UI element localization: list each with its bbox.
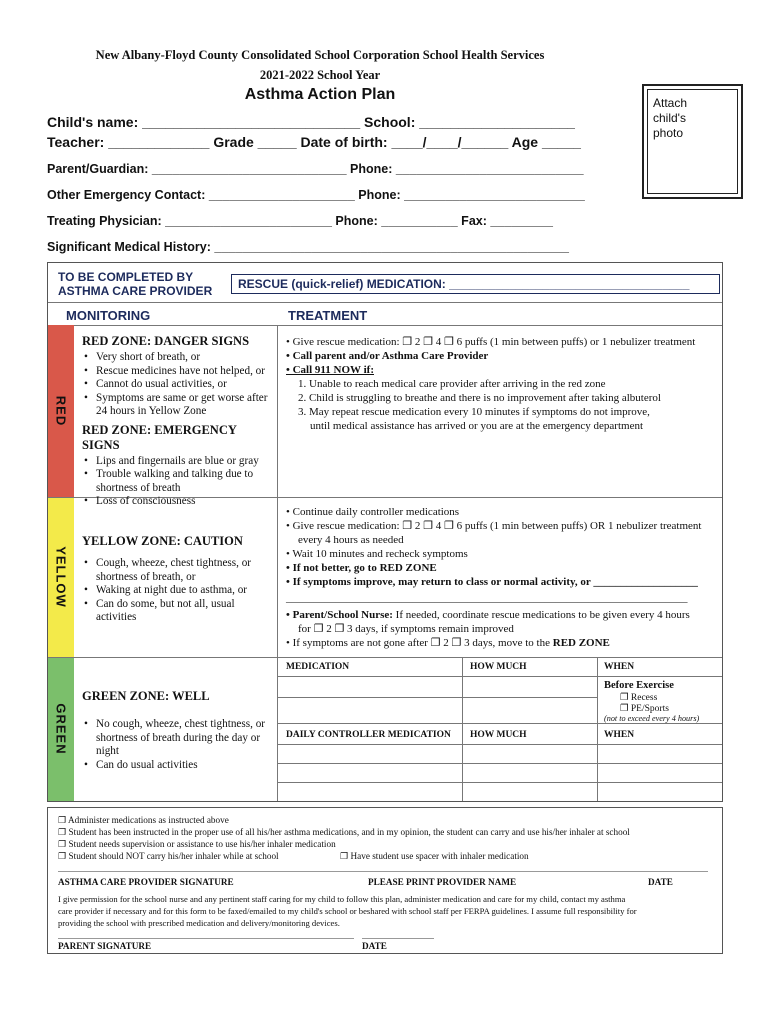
yellow-zone-bar <box>48 497 74 657</box>
red-treatment-6: 3. May repeat rescue medication every 10 minutes if symptoms do not improve, <box>298 406 650 418</box>
yellow-treatment-3: every 4 hours as needed <box>298 534 404 546</box>
yellow-treatment-6: • If symptoms improve, may return to class or normal activity, or ___________________ <box>286 576 698 588</box>
red-emergency-title: RED ZONE: EMERGENCY SIGNS <box>82 422 237 452</box>
table-divider <box>462 657 463 801</box>
table-row-line <box>277 763 722 764</box>
list-item: • Cough, wheeze, chest tightness, or shortness of breath, or <box>96 557 272 584</box>
red-treatment-3: • Call 911 NOW if: <box>286 364 374 376</box>
parent-date-line <box>362 938 434 939</box>
list-item: • Can do usual activities <box>96 759 272 773</box>
parent-signature-line <box>58 938 354 939</box>
col-how-much-2: HOW MUCH <box>470 730 527 740</box>
yellow-treatment-10 <box>286 636 610 650</box>
list-item: • Trouble walking and talking due to shortness of breath <box>96 468 272 495</box>
check-supervision[interactable]: ❐ Student needs supervision or assistance to use his/her inhaler medication <box>58 839 336 849</box>
yellow-title: YELLOW ZONE: CAUTION <box>82 534 243 548</box>
photo-label-2: child's <box>653 111 686 125</box>
green-monitoring <box>82 689 272 772</box>
yellow-treatment-line: _________________________________________________________________________ <box>286 592 688 604</box>
provider-name-label: PLEASE PRINT PROVIDER NAME <box>368 877 517 887</box>
divider <box>48 657 722 658</box>
check-administer[interactable]: ❐ Administer medications as instructed above <box>58 815 229 825</box>
green-title: GREEN ZONE: WELL <box>82 689 210 703</box>
monitoring-header: MONITORING <box>66 308 151 323</box>
table-row-line <box>277 723 722 724</box>
yellow-monitoring <box>82 534 272 625</box>
recess-checkbox[interactable]: ❐ Recess <box>620 693 658 703</box>
org-name: New Albany-Floyd County Consolidated School Corporation School Health Services <box>95 48 545 62</box>
list-item: • Symptoms are same or get worse after 24 hours in Yellow Zone <box>96 392 272 419</box>
table-divider <box>597 657 598 801</box>
yellow-treatment-4: • Wait 10 minutes and recheck symptoms <box>286 548 468 560</box>
red-danger-title: RED ZONE: DANGER SIGNS <box>82 334 250 348</box>
signature-line <box>58 871 708 872</box>
red-treatment-5: 2. Child is struggling to breathe and there is no improvement after taking albuterol <box>298 392 661 404</box>
table-row-line <box>277 744 722 745</box>
photo-label-1: Attach <box>653 96 688 110</box>
red-zone-label: RED <box>53 395 69 427</box>
col-when-2: WHEN <box>604 730 635 740</box>
provider-note <box>58 270 212 298</box>
yellow-zone-label: YELLOW <box>53 546 69 608</box>
permission-line-3: providing the school with prescribed medication and delivery/monitoring devices. <box>58 918 340 928</box>
provider-note-line2: ASTHMA CARE PROVIDER <box>58 284 213 298</box>
table-row-line <box>277 676 722 677</box>
divider <box>48 302 722 303</box>
permission-line-1: I give permission for the school nurse and any pertinent staff caring for my child to follow this plan, administer medication and care for my child, contact my asthma <box>58 894 626 904</box>
col-when: WHEN <box>604 662 635 672</box>
yellow-treatment-8 <box>286 608 690 622</box>
parent-field[interactable]: Parent/Guardian: ____________________________ Phone: ___________________________ <box>47 162 584 176</box>
yellow-treatment-1: • Continue daily controller medications <box>286 506 460 518</box>
col-daily-controller: DAILY CONTROLLER MEDICATION <box>286 730 451 740</box>
yellow-treatment-9: for ❐ 2 ❐ 3 days, if symptoms remain improved <box>298 623 514 635</box>
column-divider <box>277 325 278 801</box>
table-row-line <box>277 697 597 698</box>
col-how-much: HOW MUCH <box>470 662 527 672</box>
yellow-treatment-2: • Give rescue medication: ❐ 2 ❐ 4 ❐ 6 puffs (1 min between puffs) OR 1 nebulizer treatment <box>286 520 702 532</box>
nurse-label: • Parent/School Nurse: <box>286 609 393 621</box>
childs-name-field[interactable]: Child's name: ____________________________ School: ____________________ <box>47 114 575 130</box>
parent-date-label: DATE <box>362 941 387 951</box>
red-zone-bar <box>48 325 74 497</box>
page-title: Asthma Action Plan <box>244 86 396 103</box>
red-treatment-7: until medical assistance has arrived or you are at the emergency department <box>310 420 644 432</box>
nurse-text: If needed, coordinate rescue medications to be given every 4 hours <box>392 609 690 621</box>
photo-box <box>642 84 743 199</box>
treatment-header: TREATMENT <box>288 308 368 323</box>
list-item: • Loss of consciousness <box>96 495 272 509</box>
yellow-treatment-5: • If not better, go to RED ZONE <box>286 562 437 574</box>
physician-field[interactable]: Treating Physician: ________________________ Phone: ___________ Fax: _________ <box>47 214 553 228</box>
pe-sports-checkbox[interactable]: ❐ PE/Sports <box>620 704 669 714</box>
divider <box>74 325 722 326</box>
list-item: • Can do some, but not all, usual activities <box>96 598 272 625</box>
red-treatment-2: • Call parent and/or Asthma Care Provider <box>286 350 489 362</box>
red-monitoring <box>82 334 272 509</box>
list-item: • No cough, wheeze, chest tightness, or shortness of breath during the day or night <box>96 718 272 759</box>
rescue-medication-field[interactable]: RESCUE (quick-relief) MEDICATION: ____________________________________ <box>231 274 720 294</box>
list-item: • Rescue medicines have not helped, or <box>96 365 272 379</box>
school-year: 2021-2022 School Year <box>259 68 381 82</box>
check-instructed[interactable]: ❐ Student has been instructed in the proper use of all his/her asthma medications, and in my opinion, the student can carry and use his/her inhaler at school <box>58 827 630 837</box>
red-treatment-1: • Give rescue medication: ❐ 2 ❐ 4 ❐ 6 puffs (1 min between puffs) or 1 nebulizer treatment <box>286 336 696 348</box>
medical-history-field[interactable]: Significant Medical History: ___________________________________________________ <box>47 240 569 254</box>
table-row-line <box>277 782 722 783</box>
move-text: • If symptoms are not gone after ❐ 2 ❐ 3 days, move to the <box>286 637 553 649</box>
col-medication: MEDICATION <box>286 662 350 672</box>
check-spacer[interactable]: ❐ Have student use spacer with inhaler medication <box>340 851 529 861</box>
before-exercise: Before Exercise <box>604 680 674 691</box>
red-zone-ref: RED ZONE <box>552 637 610 649</box>
provider-note-line1: TO BE COMPLETED BY <box>58 270 194 284</box>
permission-line-2: care provider if necessary and for this form to be faxed/emailed to my child's school or beshared with school staff per FERPA guidelines. I assume full responsibility for <box>58 906 637 916</box>
list-item: • Lips and fingernails are blue or gray <box>96 455 272 469</box>
not-exceed-note: (not to exceed every 4 hours) <box>604 714 700 723</box>
check-not-carry[interactable]: ❐ Student should NOT carry his/her inhaler while at school <box>58 851 279 861</box>
provider-signature-label: ASTHMA CARE PROVIDER SIGNATURE <box>58 877 234 887</box>
red-treatment-4: 1. Unable to reach medical care provider after arriving in the red zone <box>298 378 606 390</box>
emergency-contact-field[interactable]: Other Emergency Contact: _____________________ Phone: __________________________ <box>47 188 585 202</box>
list-item: • Waking at night due to asthma, or <box>96 584 272 598</box>
list-item: • Cannot do usual activities, or <box>96 378 272 392</box>
provider-date-label: DATE <box>648 877 673 887</box>
green-zone-bar <box>48 657 74 801</box>
parent-signature-label: PARENT SIGNATURE <box>58 941 152 951</box>
list-item: • Very short of breath, or <box>96 351 272 365</box>
green-zone-label: GREEN <box>53 703 69 755</box>
teacher-field[interactable]: Teacher: _____________ Grade _____ Date of birth: ____/____/______ Age _____ <box>47 134 581 150</box>
photo-label-3: photo <box>653 126 684 140</box>
